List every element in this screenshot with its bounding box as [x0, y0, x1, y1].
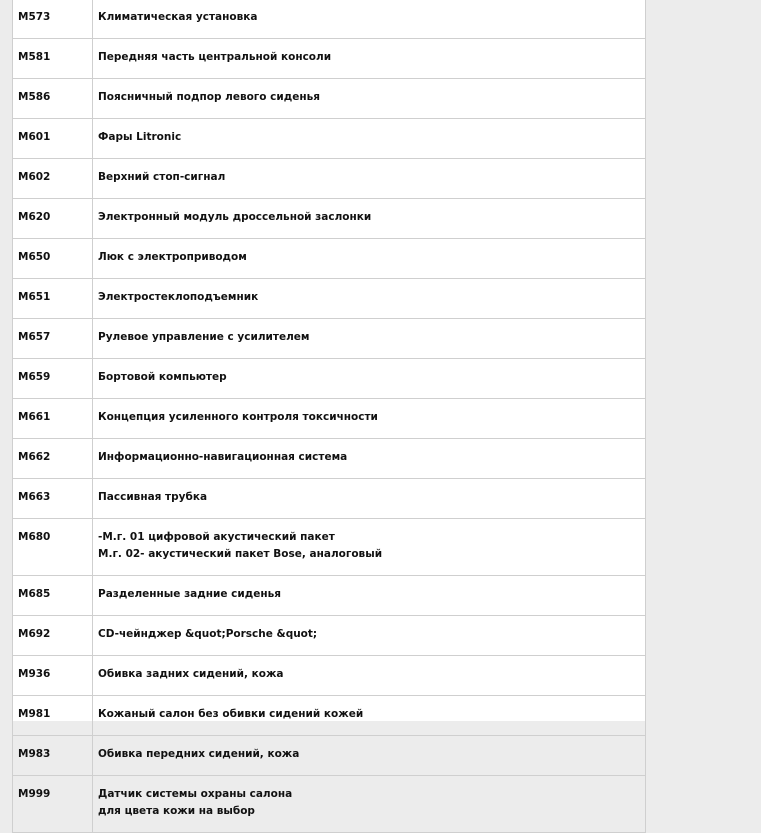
table-row [13, 0, 646, 39]
option-code-cell: M936 [13, 656, 93, 696]
option-code-cell: M586 [13, 79, 93, 119]
table-row [13, 239, 646, 279]
table-row [13, 319, 646, 359]
option-description-cell [93, 279, 646, 319]
option-description-line: Обивка задних сидений, кожа [98, 668, 284, 680]
option-description-line: Датчик системы охраны салона [98, 788, 293, 800]
option-description-cell [93, 736, 646, 776]
option-description-cell [93, 696, 646, 736]
option-description-cell [93, 0, 646, 39]
option-description-cell [93, 776, 646, 833]
option-description-line: Кожаный салон без обивки сидений кожей [98, 708, 364, 720]
option-description-cell [93, 656, 646, 696]
option-description-line: -M.г. 01 цифровой акустический пакет [98, 531, 335, 543]
option-description-cell [93, 199, 646, 239]
table-row [13, 439, 646, 479]
table-row [13, 656, 646, 696]
option-description-line: для цвета кожи на выбор [98, 805, 255, 817]
option-description-line: Люк с электроприводом [98, 251, 247, 263]
option-description-cell [93, 359, 646, 399]
option-description-cell [93, 519, 646, 576]
option-description-line: Рулевое управление с усилителем [98, 331, 310, 343]
table-row [13, 79, 646, 119]
option-description-cell [93, 239, 646, 279]
option-description-cell [93, 616, 646, 656]
option-description-line: CD-чейнджер &quot;Porsche &quot; [98, 628, 318, 640]
option-code-cell: M657 [13, 319, 93, 359]
option-code-cell: M581 [13, 39, 93, 79]
option-description-cell [93, 159, 646, 199]
option-code-cell: M663 [13, 479, 93, 519]
option-description-cell [93, 39, 646, 79]
table-row [13, 576, 646, 616]
option-description-line: Верхний стоп-сигнал [98, 171, 226, 183]
option-code-cell: M602 [13, 159, 93, 199]
table-row [13, 199, 646, 239]
option-description-line: Передняя часть центральной консоли [98, 51, 332, 63]
option-description-line: Концепция усиленного контроля токсичности [98, 411, 378, 423]
option-description-cell [93, 439, 646, 479]
option-code-cell: M999 [13, 776, 93, 833]
table-row [13, 399, 646, 439]
table-row [13, 519, 646, 576]
table-row [13, 616, 646, 656]
option-code-cell: M680 [13, 519, 93, 576]
option-code-cell: M661 [13, 399, 93, 439]
table-row [13, 479, 646, 519]
table-row [13, 696, 646, 736]
option-description-line: Разделенные задние сиденья [98, 588, 281, 600]
option-codes-table-body [13, 0, 646, 833]
option-code-cell: M662 [13, 439, 93, 479]
option-code-cell: M651 [13, 279, 93, 319]
option-description-line: Электростеклоподъемник [98, 291, 259, 303]
option-code-cell: M650 [13, 239, 93, 279]
option-description-cell [93, 576, 646, 616]
table-row [13, 279, 646, 319]
option-description-line: M.г. 02- акустический пакет Bose, аналоговый [98, 548, 383, 560]
option-code-cell: M659 [13, 359, 93, 399]
option-description-cell [93, 399, 646, 439]
option-description-line: Информационно-навигационная система [98, 451, 348, 463]
table-row [13, 776, 646, 833]
option-description-line: Обивка передних сидений, кожа [98, 748, 300, 760]
option-description-line: Пассивная трубка [98, 491, 208, 503]
table-row [13, 736, 646, 776]
option-description-line: Электронный модуль дроссельной заслонки [98, 211, 372, 223]
table-row [13, 39, 646, 79]
option-code-cell: M981 [13, 696, 93, 736]
table-row [13, 159, 646, 199]
option-description-cell [93, 479, 646, 519]
option-description-line: Бортовой компьютер [98, 371, 227, 383]
option-description-line: Поясничный подпор левого сиденья [98, 91, 320, 103]
table-row [13, 119, 646, 159]
option-code-cell: M620 [13, 199, 93, 239]
option-description-cell [93, 119, 646, 159]
option-code-cell: M573 [13, 0, 93, 39]
option-description-line: Фары Litronic [98, 131, 182, 143]
option-description-line: Климатическая установка [98, 11, 258, 23]
option-code-cell: M983 [13, 736, 93, 776]
option-description-cell [93, 79, 646, 119]
table-row [13, 359, 646, 399]
option-description-cell [93, 319, 646, 359]
option-code-cell: M692 [13, 616, 93, 656]
option-code-cell: M601 [13, 119, 93, 159]
option-codes-table [12, 0, 646, 833]
option-code-cell: M685 [13, 576, 93, 616]
